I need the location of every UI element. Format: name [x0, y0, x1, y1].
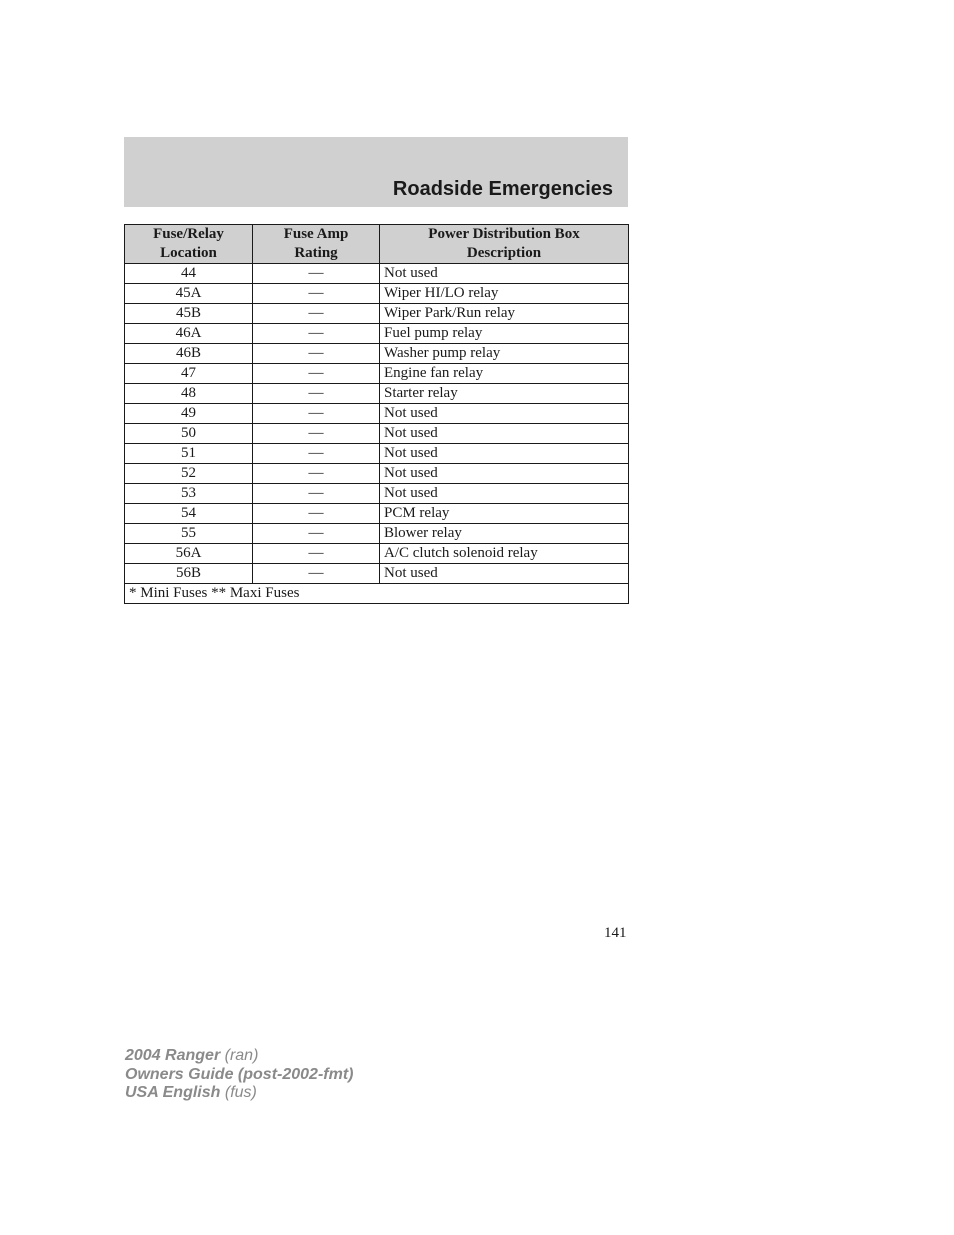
- table-row: [125, 404, 629, 424]
- cell-location: 44: [125, 264, 253, 284]
- cell-rating: —: [253, 404, 380, 424]
- cell-description: Not used: [380, 484, 629, 504]
- cell-description: Washer pump relay: [380, 344, 629, 364]
- table-footnote-row: [125, 584, 629, 604]
- document-footer: [125, 1047, 353, 1103]
- cell-rating: —: [253, 564, 380, 584]
- cell-location: 52: [125, 464, 253, 484]
- column-header-line: Power Distribution Box: [428, 226, 580, 242]
- cell-location: 56B: [125, 564, 253, 584]
- footer-line: [125, 1084, 353, 1103]
- cell-description: Blower relay: [380, 524, 629, 544]
- cell-description: Engine fan relay: [380, 364, 629, 384]
- cell-rating: —: [253, 344, 380, 364]
- cell-description: Not used: [380, 264, 629, 284]
- table-row: [125, 424, 629, 444]
- cell-description: Wiper HI/LO relay: [380, 284, 629, 304]
- cell-rating: —: [253, 384, 380, 404]
- footer-model: 2004 Ranger: [125, 1047, 221, 1064]
- footer-language: USA English: [125, 1084, 221, 1101]
- cell-rating: —: [253, 544, 380, 564]
- section-title: Roadside Emergencies: [392, 178, 613, 200]
- table-row: [125, 484, 629, 504]
- cell-location: 55: [125, 524, 253, 544]
- table-row: [125, 544, 629, 564]
- column-header-location: [125, 225, 253, 264]
- table-row: [125, 264, 629, 284]
- cell-location: 53: [125, 484, 253, 504]
- table-row: [125, 504, 629, 524]
- section-header-band: [124, 137, 628, 207]
- table-row: [125, 444, 629, 464]
- table-row: [125, 284, 629, 304]
- cell-location: 48: [125, 384, 253, 404]
- cell-location: 46A: [125, 324, 253, 344]
- table-body: [125, 264, 629, 604]
- cell-rating: —: [253, 264, 380, 284]
- cell-rating: —: [253, 484, 380, 504]
- table-row: [125, 384, 629, 404]
- column-header-description: [380, 225, 629, 264]
- page-number: 141: [604, 925, 627, 941]
- table-header-row: [125, 225, 629, 264]
- cell-description: Not used: [380, 424, 629, 444]
- cell-rating: —: [253, 444, 380, 464]
- cell-rating: —: [253, 364, 380, 384]
- table-row: [125, 324, 629, 344]
- cell-location: 46B: [125, 344, 253, 364]
- table-row: [125, 524, 629, 544]
- table-row: [125, 344, 629, 364]
- cell-location: 54: [125, 504, 253, 524]
- cell-description: Fuel pump relay: [380, 324, 629, 344]
- table-footnote: * Mini Fuses ** Maxi Fuses: [125, 584, 629, 604]
- cell-rating: —: [253, 504, 380, 524]
- cell-location: 51: [125, 444, 253, 464]
- fuse-relay-table: [124, 224, 629, 604]
- cell-description: PCM relay: [380, 504, 629, 524]
- cell-description: Wiper Park/Run relay: [380, 304, 629, 324]
- cell-location: 45B: [125, 304, 253, 324]
- cell-location: 49: [125, 404, 253, 424]
- cell-description: Not used: [380, 564, 629, 584]
- cell-rating: —: [253, 524, 380, 544]
- cell-rating: —: [253, 284, 380, 304]
- column-header-line: Rating: [294, 245, 338, 261]
- footer-line: [125, 1066, 353, 1085]
- cell-description: Starter relay: [380, 384, 629, 404]
- cell-location: 56A: [125, 544, 253, 564]
- table-row: [125, 464, 629, 484]
- table-row: [125, 564, 629, 584]
- column-header-line: Fuse/Relay: [153, 226, 224, 242]
- table-row: [125, 304, 629, 324]
- cell-rating: —: [253, 464, 380, 484]
- cell-description: Not used: [380, 444, 629, 464]
- cell-location: 50: [125, 424, 253, 444]
- cell-description: A/C clutch solenoid relay: [380, 544, 629, 564]
- cell-location: 45A: [125, 284, 253, 304]
- column-header-line: Fuse Amp: [283, 226, 349, 242]
- cell-rating: —: [253, 424, 380, 444]
- cell-description: Not used: [380, 404, 629, 424]
- footer-language-code: (fus): [224, 1084, 257, 1101]
- cell-location: 47: [125, 364, 253, 384]
- table-row: [125, 364, 629, 384]
- column-header-line: Location: [160, 245, 217, 261]
- column-header-line: Description: [466, 245, 542, 261]
- footer-line: [125, 1047, 353, 1066]
- cell-description: Not used: [380, 464, 629, 484]
- footer-model-code: (ran): [224, 1047, 259, 1064]
- cell-rating: —: [253, 304, 380, 324]
- column-header-rating: [253, 225, 380, 264]
- cell-rating: —: [253, 324, 380, 344]
- footer-guide: Owners Guide (post-2002-fmt): [125, 1065, 354, 1083]
